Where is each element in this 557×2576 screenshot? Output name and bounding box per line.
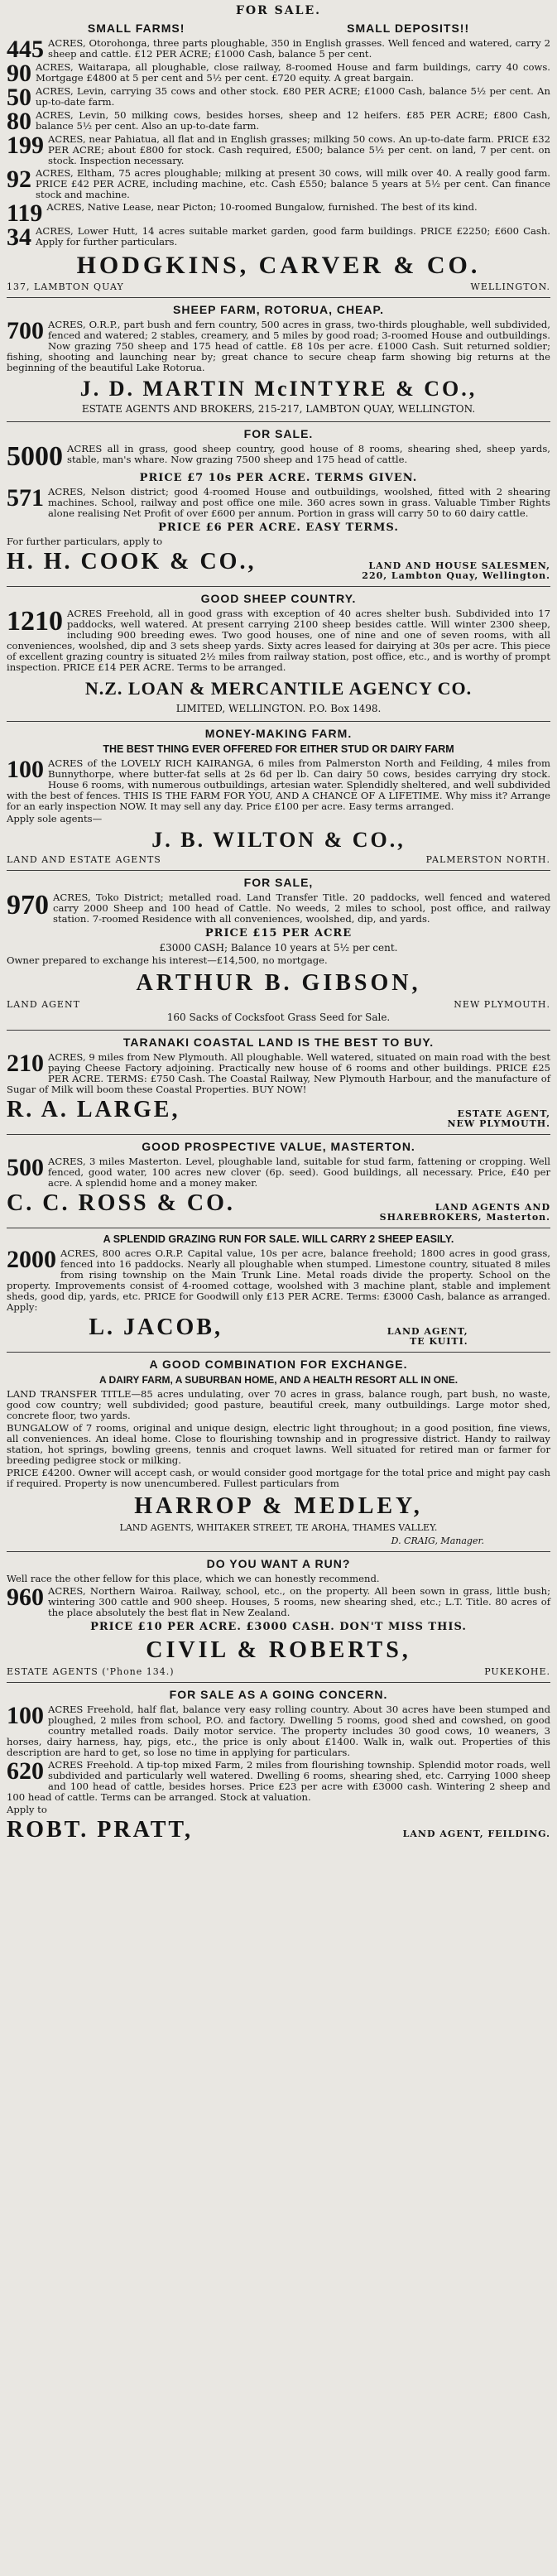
listing-text: ACRES Freehold, half flat, balance very easy rolling country. About 30 acres have been stumped and ploughed, 2 miles from school, P.O. and factory. Dwelling 5 rooms, good shed and cowshed, on good country metalled roads. Daily motor service. The property includes 30 good cows, 10 weaners, 3 horses, dairy harness, hay, pigs, etc., the price is only about £1400. Walk in, walk out. Properties of this description are hard to get, so lose no time in applying for particulars. — [7, 1704, 550, 1758]
acreage: 90 — [7, 60, 31, 87]
ad-martin-mcintyre — [7, 298, 550, 422]
listing-text: ACRES, Levin, carrying 35 cows and other stock. £80 PER ACRE; £1000 Cash, balance 5½ per cent. An up-to-date farm. — [36, 85, 550, 108]
price-line: PRICE £15 PER ACRE — [204, 927, 353, 940]
listing — [7, 134, 550, 166]
listing-text: ACRES, Northern Wairoa. Railway, school, etc., on the property. All been sown in grass, little bush; wintering 300 cattle and 900 sheep. Houses, 5 rooms, new shearing shed, etc.; L.T. Title. 80 acres of the place absolutely the best flat in New Zealand. — [48, 1585, 550, 1618]
listing — [7, 1156, 550, 1189]
ad-heading: A GOOD COMBINATION FOR EXCHANGE. — [149, 1358, 408, 1371]
acreage: 571 — [7, 484, 44, 512]
ad-heading: GOOD SHEEP COUNTRY. — [200, 592, 357, 605]
ad-heading: SHEEP FARM, ROTORUA, CHEAP. — [173, 303, 384, 316]
agent-name: R. A. LARGE, — [7, 1097, 180, 1122]
manager-signature: D. CRAIG, Manager. — [391, 1536, 484, 1546]
acreage: 210 — [7, 1050, 44, 1077]
listing — [7, 1586, 550, 1618]
listing-text: ACRES of the LOVELY RICH KAIRANGA, 6 miles from Palmerston North and Feilding, 4 miles from Bunnythorpe, where butter-fat sells at 2s 6d per lb. Can dairy 50 cows, besides carrying dry stock. House 6 rooms, with numerous outbuildings, artesian water. Splendidly sheltered, and well subdivided with the best of fences. THIS IS THE FARM FOR YOU, AND A CHANCE OF A LIFETIME. Why miss it? Arrange for an early inspection NOW. It may sell any day. Price £100 per acre. Easy terms arranged. — [7, 757, 550, 812]
listing — [7, 1704, 550, 1758]
listing — [7, 1052, 550, 1095]
listing — [7, 199, 550, 227]
agent-details — [387, 1327, 468, 1347]
listing — [7, 1757, 550, 1803]
agent-block — [7, 1097, 550, 1129]
ad-heading: FOR SALE, — [243, 876, 314, 889]
agent-name: J. D. MARTIN McINTYRE & CO., — [79, 377, 478, 401]
listing — [7, 168, 550, 200]
price-line: PRICE £6 PER ACRE. EASY TERMS. — [158, 521, 399, 534]
acreage: 2000 — [7, 1246, 56, 1273]
ad-cc-ross — [7, 1135, 550, 1228]
agent-role: ESTATE AGENT, — [457, 1108, 550, 1119]
listing-text: ACRES, Otorohonga, three parts ploughable, 350 in English grasses. Well fenced and watered, carry 2 sheep and cattle. £12 PER ACRE; £1000 Cash, balance 5 per cent. — [48, 37, 550, 60]
acreage: 119 — [7, 199, 43, 227]
ad-subheading: A DAIRY FARM, A SUBURBAN HOME, AND A HEALTH RESORT ALL IN ONE. — [98, 1374, 459, 1386]
acreage: 92 — [7, 166, 31, 193]
agent-name: J. B. WILTON & CO., — [151, 828, 406, 852]
agent-role: LAND AND HOUSE SALESMEN, — [368, 560, 550, 571]
masthead: FOR SALE. — [235, 4, 321, 17]
agent-address: LIMITED, WELLINGTON. P.O. Box 1498. — [175, 703, 382, 714]
listing — [7, 108, 550, 135]
apply-line: For further particulars, apply to — [7, 536, 163, 547]
agent-address: SHAREBROKERS, Masterton. — [379, 1212, 550, 1223]
ad-ra-large — [7, 1031, 550, 1135]
ad-civil-roberts — [7, 1552, 550, 1683]
city: PALMERSTON NORTH. — [425, 854, 550, 865]
acreage: 80 — [7, 108, 31, 135]
acreage: 500 — [7, 1154, 44, 1181]
agent-address: LAND AGENTS, WHITAKER STREET, TE AROHA, THAMES VALLEY. — [119, 1522, 438, 1533]
listing-text: ACRES Freehold, all in good grass with exception of 40 acres shelter bush. Subdivided into 17 paddocks, well watered. At present carrying 2100 sheep besides cattle. Will winter 2300 sheep, including 900 breeding ewes. Two good houses, one of nine and one of seven rooms, with all conveniences, woolshed, dip and 3 sets sheep yards. Sixty acres leased for dairying at 30s per acre. This piece of excellent grazing country is situated 2½ miles from railway station, post office, etc., and is worthy of prompt inspection. PRICE £14 PER ACRE. Terms to be arranged. — [7, 608, 550, 673]
listing — [7, 223, 550, 251]
city: NEW PLYMOUTH. — [454, 999, 550, 1010]
agent-role: LAND AGENTS AND — [435, 1202, 550, 1213]
description-paragraph: BUNGALOW of 7 rooms, original and unique design, electric light throughout; in a good position, fine views, all conveniences. An ideal home. Close to flourishing township and in progressive district. Handy to railway station, hot springs, bowling greens, tennis and croquet lawns. Well situated for retired man or farmer for breeding pedigree stock or milking. — [7, 1422, 550, 1466]
ad-hodgkins-carver — [7, 17, 550, 298]
acreage: 100 — [7, 756, 44, 783]
agent-block — [7, 549, 550, 581]
listing — [7, 84, 550, 111]
ad-jb-wilton — [7, 722, 550, 871]
agent-name: C. C. ROSS & CO. — [7, 1190, 235, 1216]
acreage: 620 — [7, 1757, 44, 1785]
ad-heading: MONEY-MAKING FARM. — [204, 727, 353, 740]
seed-note: 160 Sacks of Cocksfoot Grass Seed for Sale. — [166, 1012, 391, 1023]
listing — [7, 60, 550, 87]
agent-name: HARROP & MEDLEY, — [134, 1493, 423, 1519]
agent-role: ESTATE AGENTS ('Phone 134.) — [7, 1666, 175, 1677]
agent-address: 220, Lambton Quay, Wellington. — [362, 570, 550, 581]
agent-name: N.Z. LOAN & MERCANTILE AGENCY CO. — [84, 678, 473, 699]
agent-details — [362, 561, 550, 581]
listing-text: ACRES all in grass, good sheep country, good house of 8 rooms, shearing shed, sheep yards, stable, man's whare. Now grazing 7500 sheep and 175 head of cattle. — [67, 443, 550, 465]
ad-arthur-gibson — [7, 871, 550, 1031]
acreage: 199 — [7, 132, 44, 159]
acreage: 700 — [7, 317, 44, 344]
listing — [7, 36, 550, 63]
listing-text: ACRES, 800 acres O.R.P. Capital value, 10s per acre, balance freehold; 1800 acres in good grass, fenced into 16 paddocks. Nearly all ploughable when stumped. Limestone country, situated 8 miles from rising township on the Main Trunk Line. Metal roads divide the property. School on the property. Improvements consist of 4-roomed cottage, woolshed with 3 machine plant, stable and implement sheds, good dip, yards, etc. PRICE for Goodwill only £13 PER ACRE. Terms: £3000 Cash, balance as arranged. Apply: — [7, 1247, 550, 1313]
agent-name: ROBT. PRATT, — [7, 1817, 194, 1843]
description-paragraph: LAND TRANSFER TITLE—85 acres undulating, over 70 acres in grass, balance rough, part bush, no waste, good cow country; well subdivided; good pasture, beautiful creek, many outbuildings. Large motor shed, concrete floor, two yards. — [7, 1388, 550, 1421]
listing — [7, 1248, 550, 1313]
agent-name: L. JACOB, — [89, 1314, 223, 1340]
intro-line: Well race the other fellow for this place, which we can honestly recommend. — [7, 1573, 380, 1584]
acreage: 970 — [7, 890, 49, 920]
ad-nz-loan — [7, 587, 550, 722]
agent-details: LAND AGENT, FEILDING. — [402, 1829, 550, 1839]
address: 137, LAMBTON QUAY — [7, 281, 124, 292]
ad-subheading: THE BEST THING EVER OFFERED FOR EITHER STUD OR DAIRY FARM — [103, 743, 454, 755]
agent-address — [7, 999, 550, 1010]
listing-text: ACRES, O.R.P., part bush and fern country, 500 acres in grass, two-thirds ploughable, well subdivided, fenced and watered; 2 stables, creamery, and 5 miles by good road; 3-roomed House and outbuildings. Now grazing 750 sheep and 175 head of cattle. £8 10s per acre. £1000 Cash. Suit returned soldier; fishing, shooting and launching near by; great chance to secure cheap farm showing big returns at the beginning of the beautiful Lake Rotorua. — [7, 319, 550, 373]
ad-heading: FOR SALE AS A GOING CONCERN. — [169, 1688, 388, 1701]
listing-text: ACRES Freehold. A tip-top mixed Farm, 2 miles from flourishing township. Splendid motor roads, well subdivided and particularly well watered. Dwelling 6 rooms, shearing shed, etc. Carrying 1000 sheep and 100 head of cattle, besides horses. Price £23 per acre with £3000 cash. Wintering 2 sheep and 100 head of cattle. Terms can be arranged. Stock at valuation. — [7, 1759, 550, 1803]
acreage: 50 — [7, 84, 31, 111]
ad-heading: GOOD PROSPECTIVE VALUE, MASTERTON. — [142, 1140, 415, 1153]
listing-text: ACRES, Lower Hutt, 14 acres suitable market garden, good farm buildings. PRICE £2250; £600 Cash. Apply for further particulars. — [36, 225, 550, 248]
terms-line: £3000 CASH; Balance 10 years at 5½ per cent. — [159, 942, 398, 954]
agent-name: H. H. COOK & CO., — [7, 549, 257, 574]
ad-heading: DO YOU WANT A RUN? — [206, 1557, 351, 1570]
listing-text: ACRES, Native Lease, near Picton; 10-roomed Bungalow, furnished. The best of its kind. — [46, 201, 478, 213]
ad-heading — [7, 22, 550, 35]
listing — [7, 317, 550, 373]
listing — [7, 758, 550, 812]
agent-address — [7, 1666, 550, 1677]
price-line: PRICE £7 10s PER ACRE. TERMS GIVEN. — [139, 472, 418, 484]
agent-address — [7, 281, 550, 292]
ad-robt-pratt — [7, 1683, 550, 1848]
agent-block — [7, 1817, 550, 1843]
listing-text: ACRES, Eltham, 75 acres ploughable; milking at present 30 cows, will milk over 40. A really good farm. PRICE £42 PER ACRE, including machine, etc. Cash £550; balance 5 years at 5½ per cent. Can finance stock and machine. — [36, 167, 550, 200]
listing-text: ACRES, near Pahiatua, all flat and in English grasses; milking 50 cows. An up-to-date farm. PRICE £32 PER ACRE; about £800 for stock. Cash required, £500; balance 5½ per cent. on land, 7 per cent. on stock. Inspection necessary. — [48, 133, 550, 166]
agent-details — [447, 1109, 550, 1129]
ad-harrop-medley — [7, 1353, 550, 1552]
agent-role: LAND AGENT, — [387, 1326, 468, 1337]
listing-text: ACRES, 9 miles from New Plymouth. All ploughable. Well watered, situated on main road with the best paying Cheese Factory adjoining. Practically new house of 6 rooms and other buildings. PRICE £25 PER ACRE. TERMS: £750 Cash. The Coastal Railway, New Plymouth Harbour, and the manufacture of Sugar of Milk will boom these Coastal Properties. BUY NOW! — [7, 1051, 550, 1095]
listing-text: ACRES, Waitarapa, all ploughable, close railway, 8-roomed House and farm buildings, carry 40 cows. Mortgage £4800 at 5 per cent and 5½ per cent. £720 equity. A great bargain. — [36, 61, 550, 84]
agent-name: HODGKINS, CARVER & CO. — [76, 252, 481, 279]
acreage: 1210 — [7, 606, 63, 637]
agent-role: LAND AND ESTATE AGENTS — [7, 854, 161, 865]
listing — [7, 484, 550, 519]
acreage: 445 — [7, 36, 44, 63]
city: TE KUITI. — [410, 1336, 468, 1347]
listing-text: ACRES, 3 miles Masterton. Level, ploughable land, suitable for stud farm, fattening or cropping. Well fenced, good water, 100 acres new clover (6p. seed). Good buildings, all necessary. Price, £40 per acre. A splendid home and a money maker. — [48, 1156, 550, 1189]
ad-hh-cook — [7, 422, 550, 587]
city: NEW PLYMOUTH. — [447, 1118, 550, 1129]
agent-address — [7, 854, 550, 865]
agent-role: LAND AGENT — [7, 999, 80, 1010]
ad-heading: A SPLENDID GRAZING RUN FOR SALE. WILL CARRY 2 SHEEP EASILY. — [103, 1233, 454, 1245]
listing — [7, 441, 550, 472]
acreage: 34 — [7, 223, 31, 251]
listing — [7, 608, 550, 673]
listing-text: ACRES, Levin, 50 milking cows, besides horses, sheep and 12 heifers. £85 PER ACRE; £800 Cash, balance 5½ per cent. Also an up-to-date farm. — [36, 109, 550, 132]
apply-line: Apply to — [7, 1804, 47, 1815]
owner-note: Owner prepared to exchange his interest—£14,500, no mortgage. — [7, 954, 328, 966]
agent-block — [7, 1190, 550, 1223]
agent-name: CIVIL & ROBERTS, — [146, 1637, 411, 1663]
city: WELLINGTON. — [470, 281, 550, 292]
listing-text: ACRES, Toko District; metalled road. Land Transfer Title. 20 paddocks, well fenced and watered carry 2000 Sheep and 100 head of Cattle. No weeds, 2 miles to school, post office, and railway station. 7-roomed Residence with all conveniences, woolshed, dip, and yards. — [53, 892, 550, 925]
agent-details — [380, 1203, 550, 1223]
agent-block — [7, 1314, 550, 1347]
ad-heading: FOR SALE. — [243, 427, 314, 440]
heading-left: SMALL FARMS! — [87, 22, 185, 35]
acreage: 960 — [7, 1584, 44, 1611]
listing — [7, 892, 550, 925]
agent-name: ARTHUR B. GIBSON, — [136, 970, 421, 996]
agent-address: ESTATE AGENTS AND BROKERS, 215-217, LAMBTON QUAY, WELLINGTON. — [81, 403, 476, 415]
description-paragraph: PRICE £4200. Owner will accept cash, or would consider good mortgage for the total price and might pay cash if required. Property is now unencumbered. Fullest particulars from — [7, 1467, 550, 1489]
ad-heading: TARANAKI COASTAL LAND IS THE BEST TO BUY. — [122, 1036, 435, 1049]
acreage: 100 — [7, 1702, 44, 1729]
acreage: 5000 — [7, 441, 63, 472]
listing-text: ACRES, Nelson district; good 4-roomed House and outbuildings, woolshed, fitted with 2 shearing machines. School, railway and post office one mile. 360 acres sown in grass. Valuable Timber Rights alone realising Net Profit of over £600 per annum. Portion in grass will carry 50 to 60 dairy cattle. — [48, 486, 550, 519]
apply-line: Apply sole agents— — [7, 813, 103, 824]
heading-right: SMALL DEPOSITS!! — [347, 22, 470, 35]
price-line: PRICE £10 PER ACRE. £3000 CASH. DON'T MISS THIS. — [90, 1621, 467, 1633]
city: PUKEKOHE. — [484, 1666, 550, 1677]
ad-l-jacob — [7, 1228, 550, 1353]
